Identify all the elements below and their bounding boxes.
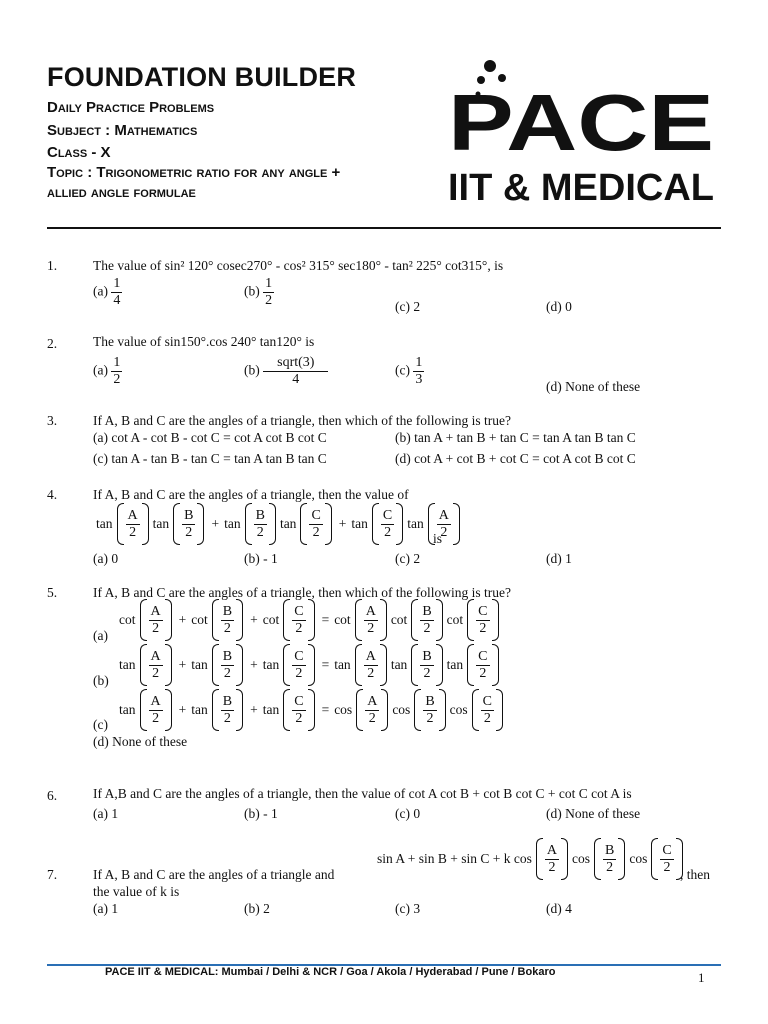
q3-option-b[interactable]: [395, 430, 636, 446]
option-label: (a): [93, 430, 108, 445]
q1-option-c[interactable]: (c) 2: [395, 299, 421, 314]
q4-stem: If A, B and C are the angles of a triangle, then the value of: [93, 487, 409, 502]
q1-number: 1.: [47, 258, 58, 273]
subject-label: Subject : Mathematics: [47, 122, 198, 139]
q4-option-a[interactable]: (a) 0: [93, 551, 119, 566]
q2-expression: sin150°.cos 240° tan120°: [164, 334, 302, 349]
q4-expression: tan $\frac{A}{2}$ tan $\frac{B}{2}$ + tan $\frac{B}{2}$ tan $\frac{C}{2}$ + tan $\frac{C}{2}$ tan $\frac{A}{2}$: [95, 503, 463, 545]
option-expression: tan A - tan B - tan C = tan A tan B tan C: [111, 451, 327, 466]
option-label: (c): [395, 362, 410, 378]
logo-word-pace: PACE: [448, 78, 714, 167]
q7-expression: sin A + sin B + sin C + k cos $\frac{A}{2}$ cos $\frac{B}{2}$ cos $\frac{C}{2}$: [376, 838, 686, 880]
footer-text: PACE IIT & MEDICAL: Mumbai / Delhi & NCR / Goa / Akola / Hyderabad / Pune / Bokaro: [105, 966, 556, 978]
option-label: (b): [244, 283, 260, 299]
q3-stem: If A, B and C are the angles of a triangle, then which of the following is true?: [93, 413, 512, 428]
q2-option-b[interactable]: [244, 355, 328, 388]
q3-number: 3.: [47, 413, 58, 428]
q5-stem: If A, B and C are the angles of a triangle, then which of the following is true?: [93, 585, 512, 600]
q6-option-d[interactable]: (d) None of these: [546, 806, 641, 821]
pace-logo: [448, 58, 716, 208]
page-number: 1: [698, 970, 705, 985]
dpp-label: Daily Practice Problems: [47, 99, 215, 116]
q7-number: 7.: [47, 867, 58, 882]
q6-expression: cot A cot B + cot B cot C + cot C cot A: [408, 786, 620, 801]
q5-option-a[interactable]: (a): [93, 628, 108, 643]
q4-option-c[interactable]: (c) 2: [395, 551, 421, 566]
option-label: (c): [93, 451, 108, 466]
q1-expression: sin² 120° cosec270° - cos² 315° sec180° - tan² 225° cot315°: [164, 258, 488, 273]
q2-option-d[interactable]: (d) None of these: [546, 379, 641, 394]
q1-option-b[interactable]: [244, 276, 274, 309]
q1-suffix: , is: [487, 258, 504, 273]
fraction: $\frac{\text{sqrt(3)}}{4}$: [263, 355, 328, 388]
class-label: Class - X: [47, 144, 111, 161]
q2-prefix: The value of: [93, 334, 162, 349]
q6-stem: [93, 786, 632, 802]
option-expression: cot A + cot B + cot C = cot A cot B cot C: [414, 451, 636, 466]
fraction: $\frac{1}{4}$: [113, 276, 121, 308]
header-divider: [47, 227, 721, 229]
option-label: (b): [244, 362, 260, 378]
q3-option-a[interactable]: [93, 430, 327, 446]
q6-option-c[interactable]: (c) 0: [395, 806, 421, 821]
fraction: $\frac{1}{2}$: [113, 355, 121, 387]
q3-option-d[interactable]: [395, 451, 636, 467]
option-label: (d): [395, 451, 411, 466]
q6-number: 6.: [47, 788, 58, 803]
q4-suffix: is: [433, 531, 443, 546]
q4-number: 4.: [47, 487, 58, 502]
q6-option-b[interactable]: (b) - 1: [244, 806, 278, 821]
q5-option-b-expression: tan $\frac{A}{2}$ + tan $\frac{B}{2}$ + tan $\frac{C}{2}$ = tan $\frac{A}{2}$ tan $\frac{B}{2}$ tan $\frac{C}{2}$: [118, 644, 502, 686]
q5-option-c[interactable]: (c): [93, 717, 108, 732]
fraction: $\frac{1}{2}$: [265, 276, 273, 308]
option-expression: tan A + tan B + tan C = tan A tan B tan C: [414, 430, 636, 445]
q7-suffix: , then: [680, 867, 710, 882]
q3-option-c[interactable]: [93, 451, 327, 467]
q5-number: 5.: [47, 585, 58, 600]
option-expression: cot A - cot B - cot C = cot A cot B cot C: [111, 430, 327, 445]
q6-option-a[interactable]: (a) 1: [93, 806, 119, 821]
option-label: (a): [93, 283, 108, 299]
q6-suffix: is: [622, 786, 632, 801]
q4-option-d[interactable]: (d) 1: [546, 551, 572, 566]
q7-option-a[interactable]: (a) 1: [93, 901, 119, 916]
q1-option-a[interactable]: [93, 276, 122, 309]
q7-option-d[interactable]: (d) 4: [546, 901, 572, 916]
q2-option-a[interactable]: [93, 355, 122, 388]
q7-option-c[interactable]: (c) 3: [395, 901, 421, 916]
q7-option-b[interactable]: (b) 2: [244, 901, 270, 916]
topic-label: Topic : Trigonometric ratio for any angle +: [47, 164, 341, 181]
topic-label-cont: allied angle formulae: [47, 184, 196, 201]
fraction: $\frac{1}{3}$: [415, 355, 423, 387]
option-label: (a): [93, 362, 108, 378]
q7-lhs: sin A + sin B + sin C + k cos: [377, 851, 532, 866]
q1-prefix: The value of: [93, 258, 162, 273]
q2-stem: [93, 334, 314, 350]
q5-option-d[interactable]: (d) None of these: [93, 734, 188, 749]
q1-stem: [93, 258, 503, 274]
q7-stem-line1: If A, B and C are the angles of a triangle and: [93, 867, 335, 882]
q2-number: 2.: [47, 336, 58, 351]
q5-option-a-expression: cot $\frac{A}{2}$ + cot $\frac{B}{2}$ + cot $\frac{C}{2}$ = cot $\frac{A}{2}$ cot $\frac{B}{2}$ cot $\frac{C}{2}$: [118, 599, 502, 641]
q6-prefix: If A,B and C are the angles of a triangle, then the value of: [93, 786, 406, 801]
logo-word-iit-medical: IIT & MEDICAL: [448, 167, 714, 208]
option-label: (b): [395, 430, 411, 445]
q4-option-b[interactable]: (b) - 1: [244, 551, 278, 566]
q2-suffix: is: [305, 334, 315, 349]
q1-option-d[interactable]: (d) 0: [546, 299, 572, 314]
q5-option-c-expression: tan $\frac{A}{2}$ + tan $\frac{B}{2}$ + tan $\frac{C}{2}$ = cos $\frac{A}{2}$ cos $\frac{B}{2}$ cos $\frac{C}{2}$: [118, 689, 506, 731]
q2-option-c[interactable]: [395, 355, 424, 388]
q7-stem-line2: the value of k is: [93, 884, 180, 899]
q5-option-b[interactable]: (b): [93, 673, 109, 688]
document-title: FOUNDATION BUILDER: [47, 62, 357, 92]
